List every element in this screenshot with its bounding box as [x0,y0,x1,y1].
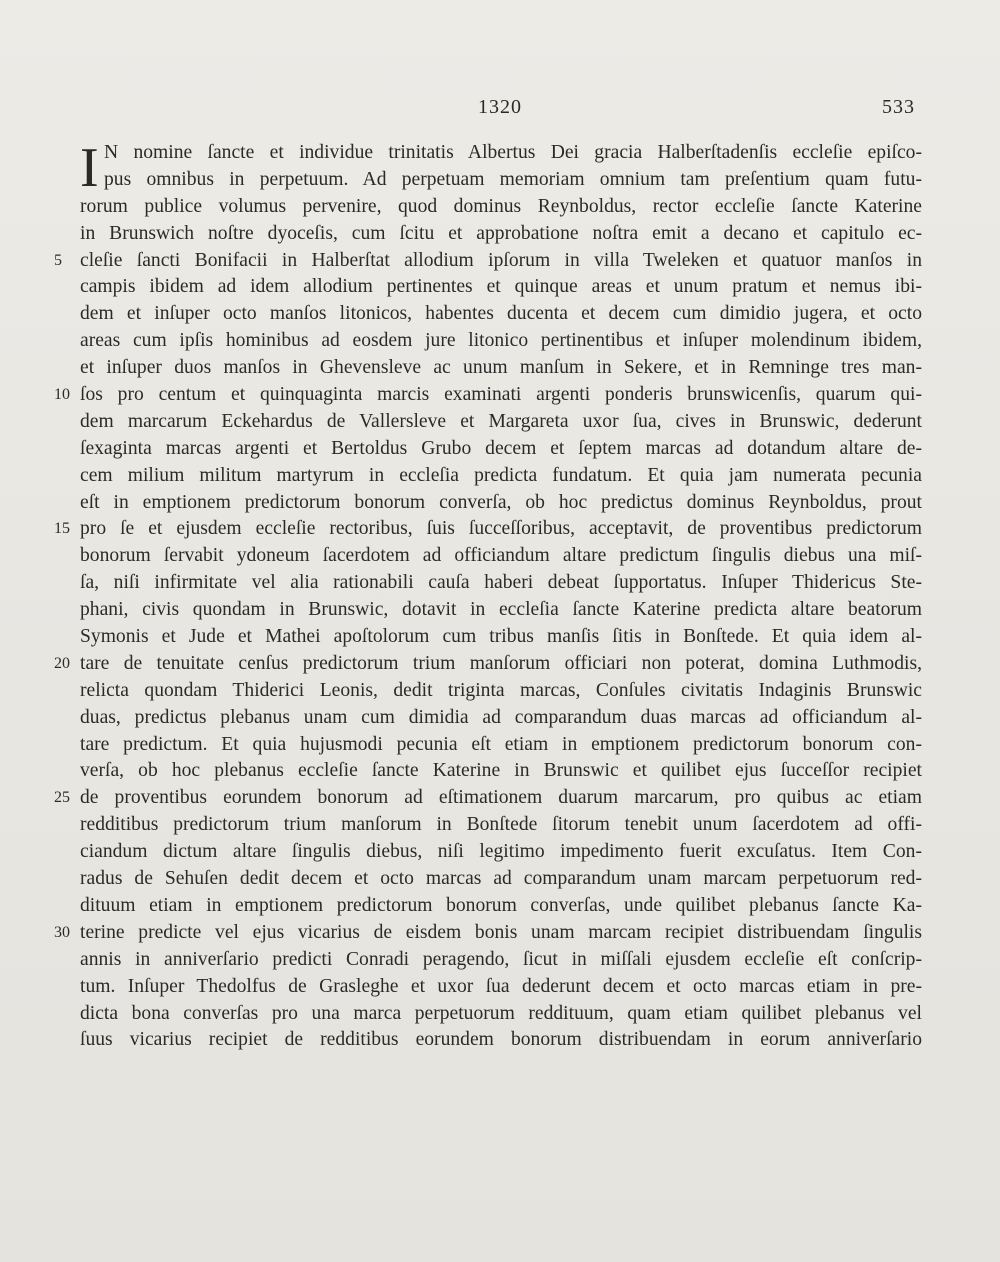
line-text: tum. Inſuper Thedolfus de Grasleghe et uxor ſua dederunt decem et octo marcas etiam in pre- [80,975,922,997]
line-text: cem milium militum martyrum in eccleſia predicta fundatum. Et quia jam numerata pecunia [80,464,922,486]
text-line [80,732,922,759]
text-line [80,705,922,732]
text-line [80,274,922,301]
body-text [54,137,922,1054]
line-number: 10 [54,386,70,404]
line-number: 30 [54,923,70,941]
line-text: ſos pro centum et quinquaginta marcis examinati argenti ponderis brunswicenſis, quarum qui- [80,384,922,406]
text-line [80,436,922,463]
text-line [80,355,922,382]
page-number: 533 [882,96,915,118]
text-line [54,382,922,409]
line-text: rorum publice volumus pervenire, quod dominus Reynboldus, rector eccleſie ſancte Katerine [80,195,922,217]
line-number: 25 [54,789,70,807]
line-text: Symonis et Jude et Mathei apoſtolorum cum tribus manſis ſitis in Bonſtede. Et quia idem al- [80,626,922,648]
line-text: N nomine ſancte et individue trinitatis Albertus Dei gracia Halberſtadenſis eccleſie epiſco- [104,142,922,163]
line-text: ſa, niſi infirmitate vel alia rationabili cauſa haberi debeat ſupportatus. Inſuper Thidericus Ste- [80,572,922,594]
text-line [80,328,922,355]
line-text: et inſuper duos manſos in Ghevensleve ac unum manſum in Sekere, et in Remninge tres man- [80,357,922,379]
text-line [54,785,922,812]
drop-cap-initial: I [80,137,99,199]
text-line [80,758,922,785]
text-line [80,570,922,597]
line-text: ciandum dictum altare ſingulis diebus, niſi legitimo impedimento fuerit excuſatus. Item Con- [80,841,922,863]
text-line [80,140,922,167]
line-text: redditibus predictorum trium manſorum in Bonſtede ſitorum tenebit unum ſacerdotem ad offi- [80,814,922,836]
text-line [80,678,922,705]
text-line [80,463,922,490]
text-line [80,812,922,839]
line-text: duas, predictus plebanus unam cum dimidia ad comparandum duas marcas ad officiandum al- [80,706,922,728]
text-line [80,974,922,1001]
text-line [80,839,922,866]
text-line [80,597,922,624]
line-text: campis ibidem ad idem allodium pertinentes et quinque areas et unum pratum et nemus ibi- [80,276,922,298]
line-text: dem marcarum Eckehardus de Vallersleve et Margareta uxor ſua, cives in Brunswic, dederunt [80,410,922,432]
line-text: verſa, ob hoc plebanus eccleſie ſancte Katerine in Brunswic et quilibet ejus ſucceſſor recipiet [80,760,922,782]
text-lines [54,137,922,1054]
text-line [80,167,922,194]
text-line [80,221,922,248]
line-text: pus omnibus in perpetuum. Ad perpetuam memoriam omnium tam preſentium quam futu- [104,168,922,190]
line-text: pro ſe et ejusdem eccleſie rectoribus, ſuis ſucceſſoribus, acceptavit, de proventibus predictorum [80,518,922,540]
line-text: ſexaginta marcas argenti et Bertoldus Grubo decem et ſeptem marcas ad dotandum altare de- [80,437,922,459]
text-line [80,1027,922,1054]
text-line [54,920,922,947]
line-text: areas cum ipſis hominibus ad eosdem jure litonico pertinentibus et inſuper molendinum ibidem, [80,330,922,352]
text-line [54,248,922,275]
text-line [80,947,922,974]
line-text: cleſie ſancti Bonifacii in Halberſtat allodium ipſorum in villa Tweleken et quatuor manſos in [80,249,922,271]
text-line [80,866,922,893]
line-text: ſuus vicarius recipiet de redditibus eorundem bonorum distribuendam in eorum anniverſario [80,1029,922,1051]
line-text: dicta bona converſas pro una marca perpetuorum reddituum, quam etiam quilibet plebanus vel [80,1002,922,1024]
text-line [80,490,922,517]
line-text: annis in anniverſario predicti Conradi peragendo, ſicut in miſſali ejusdem eccleſie eſt conſcrip- [80,948,922,970]
line-text: radus de Sehuſen dedit decem et octo marcas ad comparandum unam marcam perpetuorum red- [80,868,922,890]
line-number: 5 [54,251,62,269]
header-year: 1320 [478,96,522,118]
line-number: 20 [54,654,70,672]
line-number: 15 [54,520,70,538]
line-text: dem et inſuper octo manſos litonicos, habentes ducenta et decem cum dimidio jugera, et octo [80,303,922,325]
text-line [80,409,922,436]
line-text: tare de tenuitate cenſus predictorum trium manſorum officiari non poterat, domina Luthmodis, [80,652,922,674]
line-text: de proventibus eorundem bonorum ad eſtimationem duarum marcarum, pro quibus ac etiam [80,787,922,809]
line-text: terine predicte vel ejus vicarius de eisdem bonis unam marcam recipiet distribuendam ſingulis [80,921,922,943]
text-line [80,624,922,651]
text-line [80,893,922,920]
line-text: phani, civis quondam in Brunswic, dotavit in eccleſia ſancte Katerine predicta altare beatorum [80,599,922,621]
line-text: dituum etiam in emptionem predictorum bonorum converſas, unde quilibet plebanus ſancte Ka- [80,894,922,916]
line-text: tare predictum. Et quia hujusmodi pecunia eſt etiam in emptionem predictorum bonorum con- [80,733,922,755]
line-text: in Brunswich noſtre dyoceſis, cum ſcitu et approbatione noſtra emit a decano et capitulo ec- [80,222,922,244]
text-line [80,1001,922,1028]
text-line [80,194,922,221]
text-line [80,301,922,328]
line-text: eſt in emptionem predictorum bonorum converſa, ob hoc predictus dominus Reynboldus, prout [80,491,922,513]
text-line [54,651,922,678]
line-text: bonorum ſervabit ydoneum ſacerdotem ad officiandum altare predictum ſingulis diebus una miſ- [80,545,922,567]
text-line [54,516,922,543]
line-text: relicta quondam Thiderici Leonis, dedit triginta marcas, Conſules civitatis Indaginis Brunswic [80,679,922,701]
text-line [80,543,922,570]
